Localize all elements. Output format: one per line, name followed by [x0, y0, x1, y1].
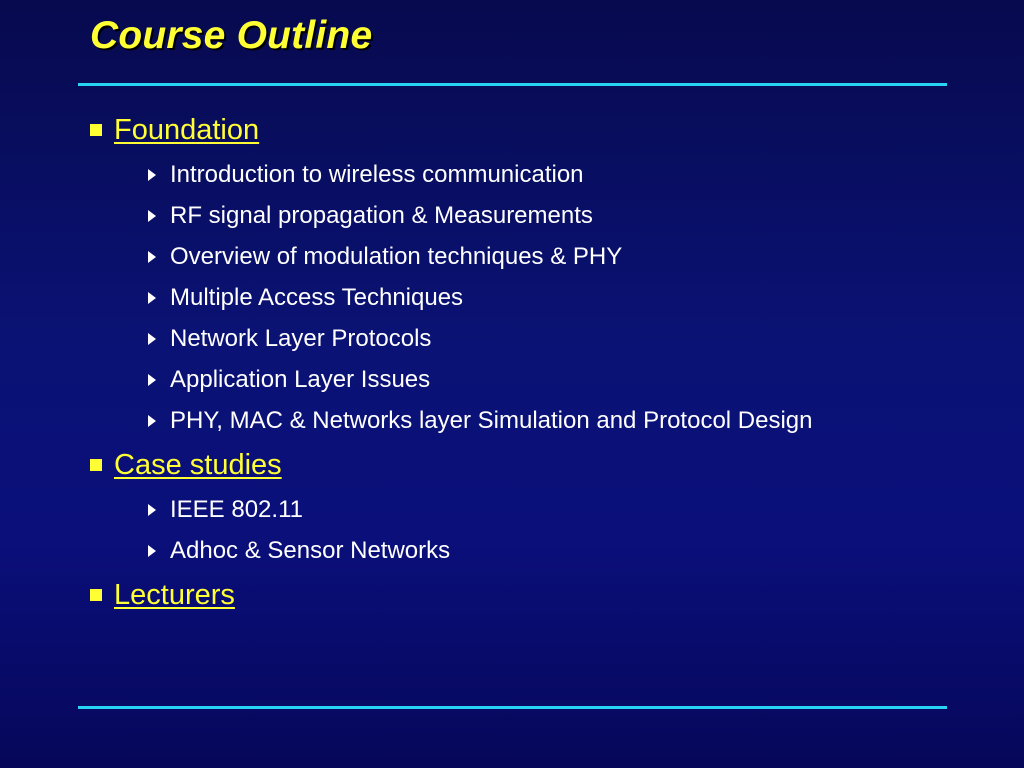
triangle-right-icon: [148, 169, 156, 181]
subitem-label: RF signal propagation & Measurements: [170, 201, 593, 229]
square-bullet-icon: [90, 124, 102, 136]
triangle-right-icon: [148, 333, 156, 345]
triangle-right-icon: [148, 504, 156, 516]
outline-subitem: [90, 359, 970, 400]
triangle-right-icon: [148, 210, 156, 222]
section-heading-link[interactable]: Case studies: [114, 449, 282, 481]
slide-title: Course Outline: [90, 14, 373, 57]
outline-subitem: [90, 400, 970, 441]
subitem-label: IEEE 802.11: [170, 495, 303, 523]
section-subitem-list: [90, 489, 970, 575]
outline-subitem: [90, 489, 970, 530]
section-heading-link[interactable]: Foundation: [114, 114, 260, 146]
triangle-right-icon: [148, 251, 156, 263]
outline-section: [90, 445, 970, 575]
outline-subitem: [90, 318, 970, 359]
outline-section: [90, 575, 970, 619]
square-bullet-icon: [90, 589, 102, 601]
section-heading-row: [90, 445, 970, 489]
outline-subitem: [90, 530, 970, 571]
subitem-label: Adhoc & Sensor Networks: [170, 536, 451, 564]
outline-subitem: [90, 236, 970, 277]
triangle-right-icon: [148, 545, 156, 557]
triangle-right-icon: [148, 292, 156, 304]
subitem-label: Introduction to wireless communication: [170, 160, 584, 188]
subitem-label: PHY, MAC & Networks layer Simulation and Protocol Design: [170, 406, 813, 434]
outline-subitem: [90, 277, 970, 318]
subitem-label: Overview of modulation techniques & PHY: [170, 242, 623, 270]
section-subitem-list: [90, 154, 970, 445]
subitem-label: Network Layer Protocols: [170, 324, 432, 352]
subitem-label: Application Layer Issues: [170, 365, 431, 393]
bottom-divider: [78, 706, 947, 709]
top-divider: [78, 83, 947, 86]
triangle-right-icon: [148, 415, 156, 427]
section-heading-row: [90, 575, 970, 619]
subitem-label: Multiple Access Techniques: [170, 283, 464, 311]
square-bullet-icon: [90, 459, 102, 471]
section-heading-row: [90, 110, 970, 154]
outline-subitem: [90, 195, 970, 236]
triangle-right-icon: [148, 374, 156, 386]
outline-subitem: [90, 154, 970, 195]
outline-section: [90, 110, 970, 445]
section-heading-link[interactable]: Lecturers: [114, 579, 235, 611]
course-outline-list: [90, 110, 970, 619]
